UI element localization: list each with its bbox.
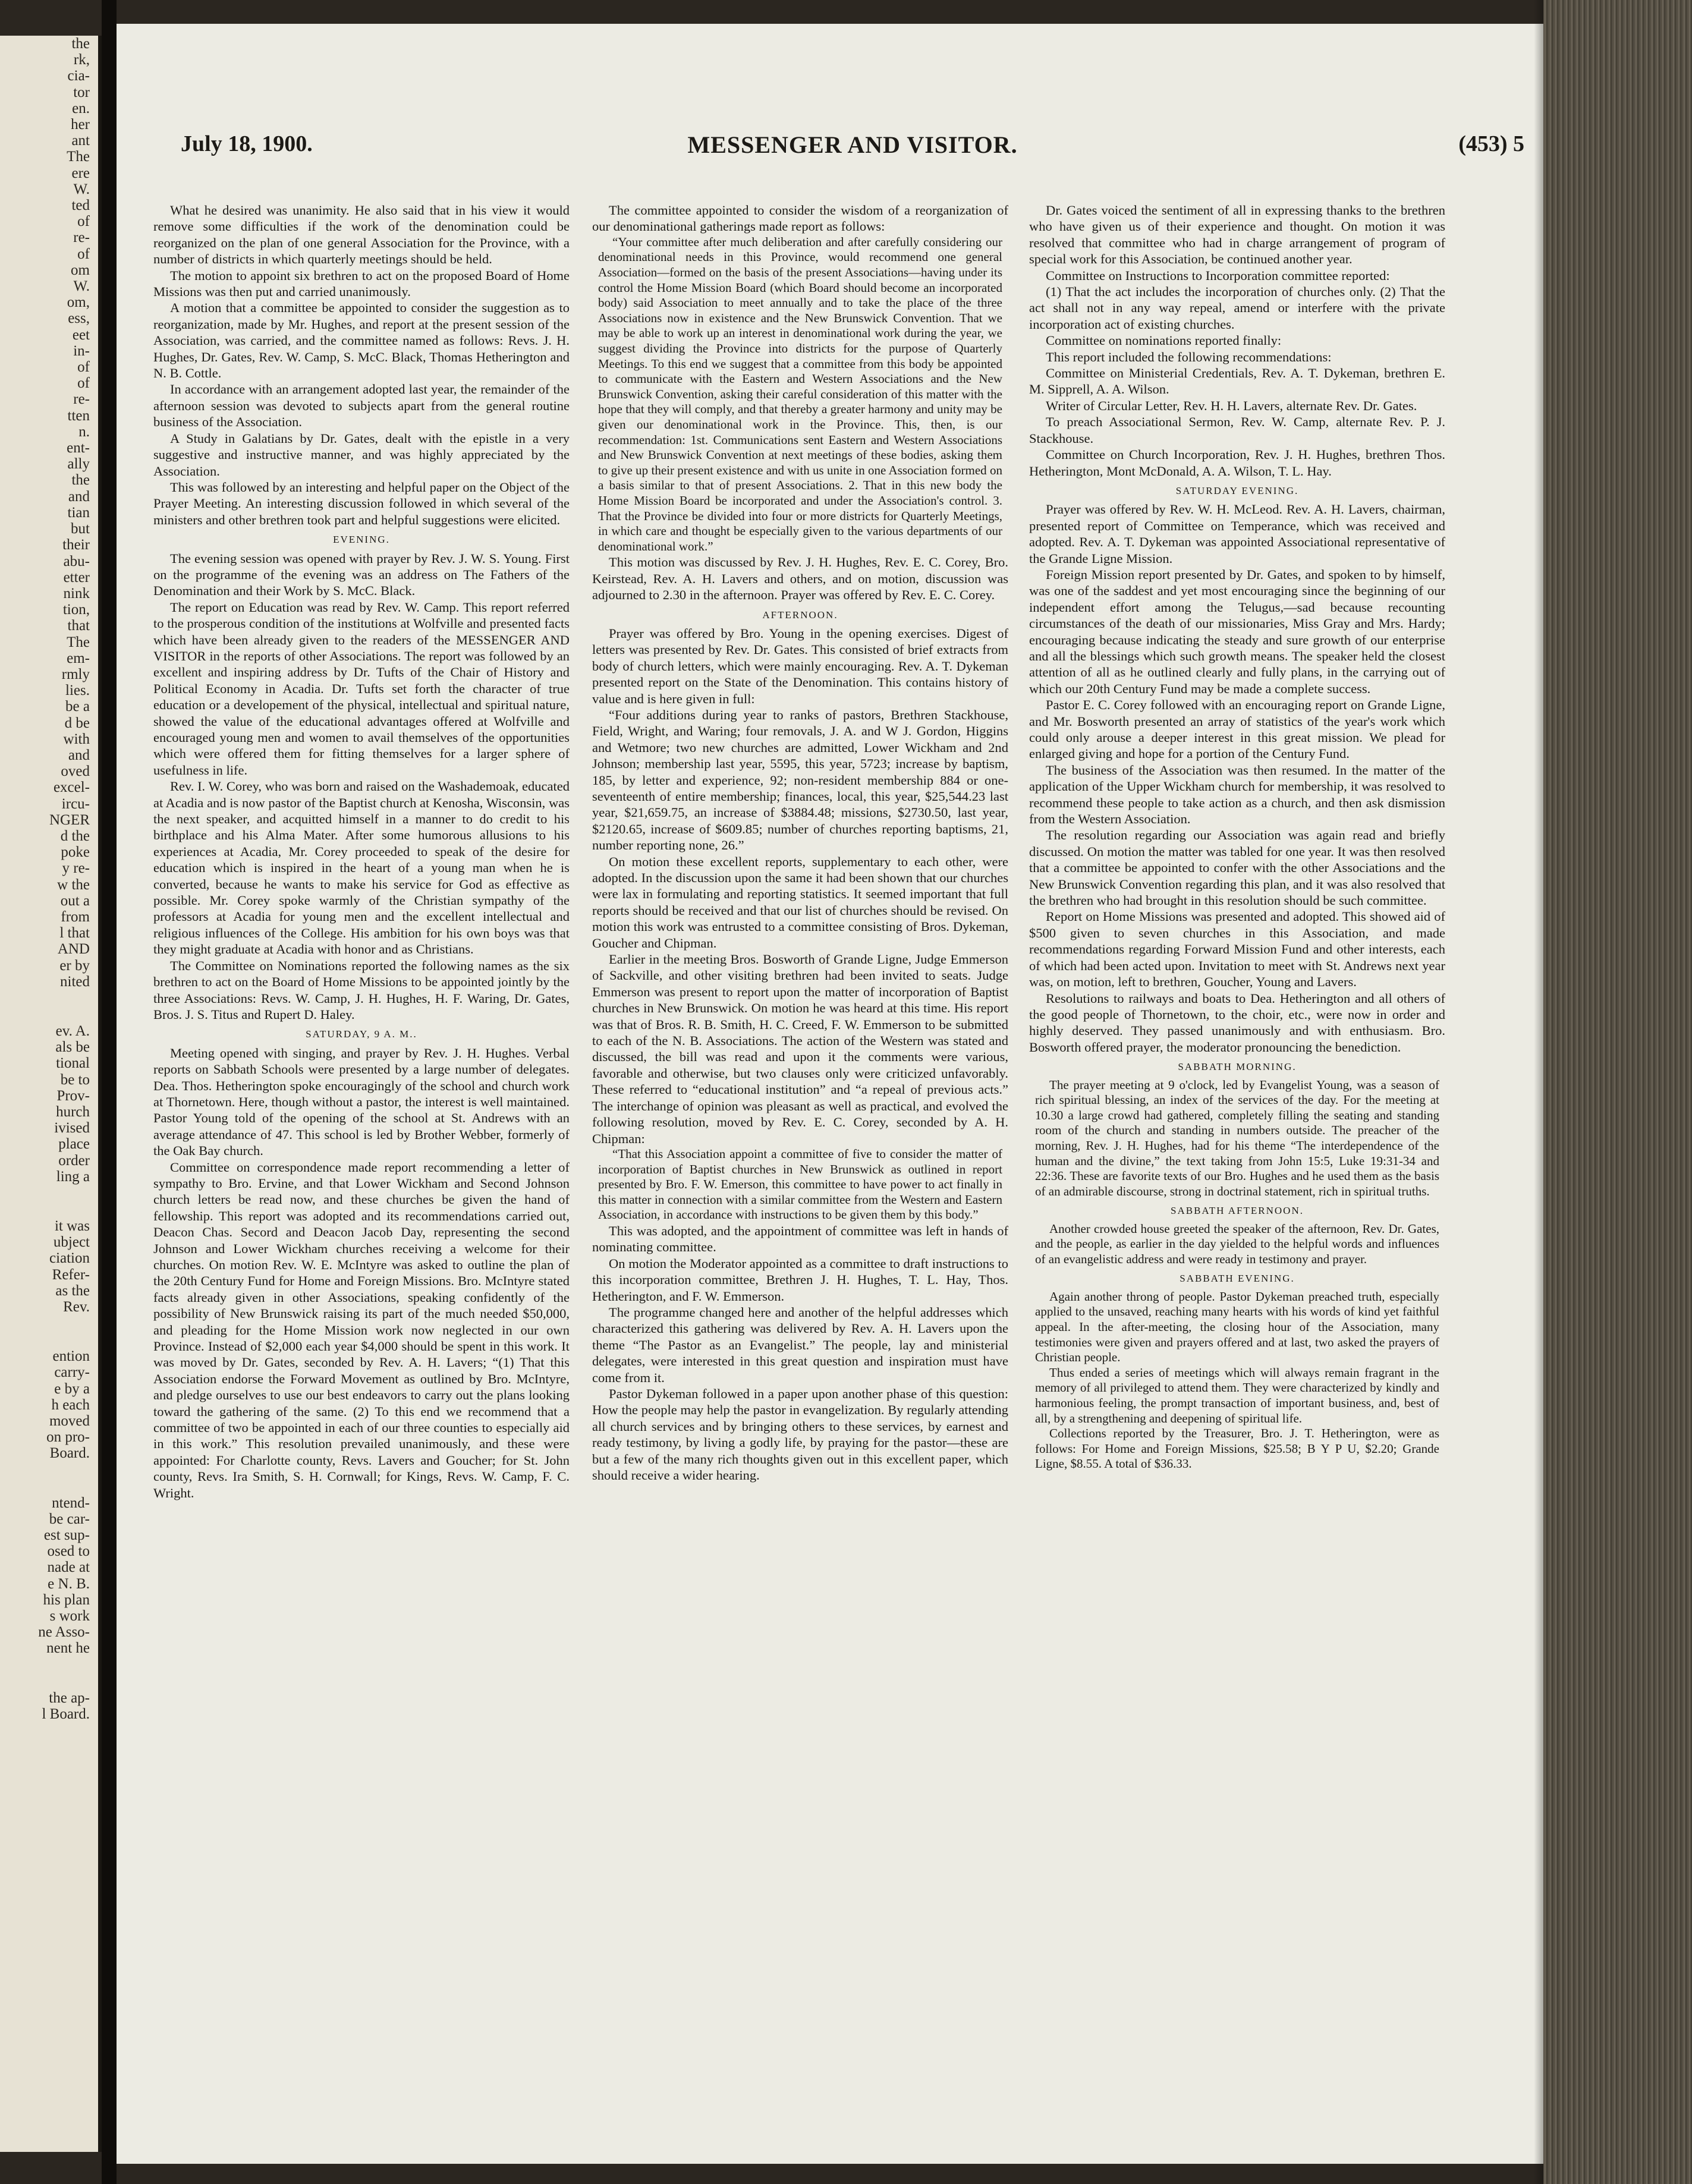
left-page-word-fragment: lies. — [65, 682, 90, 699]
left-page-word-fragment: tion, — [62, 602, 90, 618]
page-number: (453) 5 — [1458, 131, 1524, 156]
paragraph: Resolutions to railways and boats to Dea. Hetherington and all others of the good people of Thornetown, to the choir, etc., were now in order and highly deserved. They passed unanimously and with enthusiasm. Bro. Bosworth offered prayer, the moderator pronouncing the benediction. — [1029, 990, 1445, 1055]
left-page-word-fragment: and — [68, 488, 90, 505]
left-page-word-fragment — [0, 1201, 98, 1218]
left-page-word-fragment: nent he — [46, 1640, 90, 1657]
left-page-word-fragment: w the — [57, 876, 90, 893]
left-page-word-fragment: er by — [59, 957, 90, 974]
left-page-word-fragment: en. — [72, 100, 90, 117]
left-page-word-fragment — [0, 990, 98, 1006]
left-page-word-fragment: nink — [63, 585, 90, 602]
left-page-word-fragment: the ap- — [49, 1689, 90, 1706]
quoted-paragraph: “Your committee after much deliberation and after carefully considering our denominational needs in this Province, would recommend one general Association—formed on the basis of the present Associations—having under its control the Home Mission Board (which Board should become an incorporated body) said Association to meet annually and to take the place of the three Associations now in existence and the New Brunswick Convention. That we may be able to work up an interest in denominational work during the year, we suggest dividing the Province into districts for the purpose of Quarterly Meetings. To this end we suggest that a committee from this body be appointed to communicate with the Eastern and Western Associations and the New Brunswick Convention, asking their careful consideration of this matter with the hope that they will comply, and that thereby a greater harmony and unity may be given our denominational work in the Province. This, then, is our recommendation: 1st. Communications sent Eastern and Western Associations and New Brunswick Convention at next meetings of these bodies, asking them to give up their present existence and with us unite in one Association formed on a basis similar to that of present Associations. 2. That in this new body the Home Mission Board be incorporated and under the Association's control. 3. That the Province be divided into four or more districts for Quarterly Meetings, in which care and thought be especially given to the various departments of our denominational work.” — [598, 234, 1002, 553]
left-page-word-fragment: on pro- — [46, 1429, 90, 1446]
section-heading: SABBATH AFTERNOON. — [1171, 1205, 1304, 1217]
section-heading: AFTERNOON. — [762, 609, 838, 621]
left-page-word-fragment: osed to — [47, 1543, 90, 1560]
paragraph: What he desired was unanimity. He also said that in his view it would remove some difficulties if the work of the denomination could be reorganized on the plan of one general Association for the Province, with a number of districts in which quarterly meetings should be held. — [153, 203, 570, 267]
left-page-word-fragment: with — [63, 731, 90, 747]
left-page-word-fragment: as the — [55, 1282, 90, 1299]
left-page-word-fragment: Board. — [49, 1445, 90, 1462]
left-page-word-fragment — [0, 1462, 98, 1478]
paragraph: Committee on Instructions to Incorporation committee reported: — [1046, 268, 1390, 283]
left-page-word-fragment: y re- — [62, 860, 90, 877]
paragraph: Rev. I. W. Corey, who was born and raised on the Washademoak, educated at Acadia and is now pastor of the Baptist church at Kenosha, Wisconsin, was the next speaker, and acquitted himself in a manner to do credit to his birthplace and his Alma Mater. After some humorous allusions to his experiences at Acadia, Mr. Corey proceeded to speak of the desire for education which is inspired in the heart of a young man when he is converted, because he wants to make his service for God as effective as possible. Mr. Corey spoke warmly of the Christian sympathy of the professors at Acadia for young men and the excellent intellectual and religious influences of the College. His ambition for his own boys was that they might graduate at Acadia with honor and as Christians. — [153, 779, 570, 957]
paragraph: Report on Home Missions was presented and adopted. This showed aid of $500 given to seven churches in this Association, and made recommendations regarding Forward Mission Fund and other interests, each of which had been acted upon. Invitation to meet with St. Andrews next year was, on motion, left to brethren, Goucher, Young and Lavers. — [1029, 909, 1445, 990]
paragraph: Committee on Church Incorporation, Rev. J. H. Hughes, brethren Thos. Hetherington, Mont McDonald, A. A. Wilson, T. L. Hay. — [1029, 447, 1445, 479]
left-page-word-fragment: rmly — [61, 666, 90, 682]
paragraph: Committee on correspondence made report recommending a letter of sympathy to Bro. Ervine, and that Lower Wickham and Second Johnson church letters be read now, and these churches be given the hand of fellowship. This report was adopted and its recommendations carried out, Deacon Chas. Secord and Deacon Jacob Day, representing the second Johnson and Lower Wickham churches receiving a welcome for their churches. On motion Rev. W. E. McIntyre was asked to outline the plan of the 20th Century Fund for Home and Foreign Missions. Bro. McIntyre stated facts already given in other Associations, speaking confidently of the possibility of New Brunswick raising its part of the much needed $50,000, and pleading for the Home Mission work now neglected in our own Province. Instead of $2,000 each year $4,000 should be spent in this work. It was moved by Dr. Gates, seconded by Rev. A. H. Lavers; “(1) That this Association endorse the Forward Movement as outlined by Bro. McIntyre, and pledge ourselves to use our best endeavors to carry out the plans looking toward the gathering of the same. (2) To this end we recommend that a committee of two be appointed in each of our three counties to especially aid in this work.” This resolution prevailed unanimously, and these were appointed: For Charlotte county, Revs. Lavers and Goucher; for St. John county, Revs. Ira Smith, S. H. Cornwall; for Kings, Revs. W. Camp, F. C. Wright. — [153, 1159, 570, 1500]
paragraph: A Study in Galatians by Dr. Gates, dealt with the epistle in a very suggestive and instructive manner, and was highly appreciated by the Association. — [153, 430, 570, 479]
left-page-word-fragment: carry- — [54, 1364, 90, 1381]
left-page-word-fragment: als be — [55, 1039, 90, 1056]
left-page-word-fragment: be car- — [49, 1510, 90, 1527]
left-page-word-fragment: d the — [60, 827, 90, 844]
left-page-word-fragment: of — [77, 359, 90, 376]
left-page-word-fragment: that — [67, 618, 90, 634]
left-page-word-fragment: moved — [49, 1413, 90, 1430]
section-heading: SABBATH MORNING. — [1178, 1061, 1297, 1073]
left-page-word-fragment: NGER — [49, 811, 90, 828]
left-page-word-fragment: ircu- — [61, 795, 90, 812]
left-page-word-fragment: d be — [64, 715, 90, 731]
paragraph: In accordance with an arrangement adopted last year, the remainder of the afternoon session was devoted to subjects apart from the general routine business of the Association. — [153, 382, 570, 430]
paragraph: Prayer was offered by Bro. Young in the opening exercises. Digest of letters was presented by Rev. Dr. Gates. This consisted of brief extracts from body of church letters, which were mainly encouraging. Rev. A. T. Dykeman presented report on the State of the Denomination. This contains history of value and is here given in full: — [592, 625, 1008, 706]
left-page-word-fragment — [0, 1657, 98, 1673]
left-page-word-fragment: ne Asso- — [38, 1624, 90, 1641]
paragraph: The committee appointed to consider the wisdom of a reorganization of our denominational gatherings made report as follows: — [592, 203, 1008, 234]
left-page-word-fragment — [0, 1185, 98, 1201]
left-page-word-fragment: hurch — [56, 1104, 90, 1120]
left-page-word-fragment: ere — [71, 165, 90, 181]
column-3 — [1029, 202, 1445, 2146]
left-page-word-fragment: ev. A. — [55, 1022, 90, 1039]
left-page-word-fragment: poke — [61, 844, 90, 861]
left-page-word-fragment: nade at — [47, 1559, 90, 1576]
left-page-word-fragment — [0, 1673, 98, 1690]
left-page-word-fragment — [0, 1478, 98, 1495]
left-page-word-fragment: cia- — [67, 68, 90, 84]
left-page-word-fragment: nited — [60, 973, 90, 990]
paragraph: Writer of Circular Letter, Rev. H. H. Lavers, alternate Rev. Dr. Gates. — [1046, 398, 1417, 413]
quoted-paragraph: “That this Association appoint a committee of five to consider the matter of incorporation of Baptist churches in New Brunswick as outlined in report presented by Bro. F. W. Emerson, this committee to have power to act finally in this matter in connection with a similar committee from the Western and Eastern Association, in accordance with instructions to be given them by this body.” — [598, 1146, 1002, 1222]
left-page-word-fragment — [0, 1006, 98, 1023]
column-2 — [592, 202, 1008, 2146]
left-page-word-fragment: s work — [49, 1608, 90, 1625]
paragraph: A motion that a committee be appointed to consider the suggestion as to reorganization, made by Mr. Hughes, and report at the present session of the Association, was carried, and the committee named as follows: Revs. J. H. Hughes, Dr. Gates, Rev. W. Camp, S. McC. Black, Thomas Hetherington and N. B. Cottle. — [153, 300, 570, 381]
paragraph: The report on Education was read by Rev. W. Camp. This report referred to the prosperous condition of the institutions at Wolfville and presented facts which have been already given to the readers of the MESSENGER AND VISITOR in the reports of other Associations. The report was followed by an excellent and inspiring address by Dr. Tufts of the Chair of History and Political Economy in Acadia. Dr. Tufts set forth the character of true education or a developement of the physical, intellectual and spiritual nature, showed the value of the educational advantages offered at Wolfville and encouraged young men and women to avail themselves of the opportunities which were offered them for fitting themselves for a larger sphere of usefulness in life. — [153, 599, 570, 778]
left-page-word-fragment: the — [71, 36, 90, 52]
left-facing-page-fragment — [0, 36, 102, 2152]
left-page-word-fragment: h each — [51, 1396, 90, 1413]
column-1 — [153, 202, 570, 2146]
book-page-edges — [1543, 0, 1692, 2184]
paragraph: Earlier in the meeting Bros. Bosworth of Grande Ligne, Judge Emmerson of Sackville, and other visiting brethren had been invited to seats. Judge Emmerson was present to report upon the matter of incorporation of Baptist churches in New Brunswick. On motion he was heard at this time. His report was that of Bros. R. B. Smith, H. C. Creed, F. W. Emmerson to be submitted to each of the N. B. Associations. The action of the Western was stated and discussed, the bill was read and upon it the comments were various, favorable and otherwise, but two clauses only were criticized unfavorably. These referred to “educational institution” and “a repeal of previous acts.” The interchange of opinion was pleasant as well as practical, and evolved the following resolution, moved by Rev. E. C. Corey, seconded by A. H. Chipman: — [592, 952, 1008, 1146]
left-page-word-fragment: l that — [59, 925, 90, 942]
left-page-word-fragment: AND — [57, 941, 90, 958]
left-page-word-fragment: of — [77, 246, 90, 262]
quoted-paragraph: Another crowded house greeted the speaker of the afternoon, Rev. Dr. Gates, and the people, as earlier in the day yielded to the helpful words and influences of an evangelistic address and were ready in testimony and prayer. — [1035, 1221, 1439, 1266]
left-page-word-fragment: be a — [65, 698, 90, 715]
left-page-word-fragment: of — [77, 375, 90, 392]
left-page-word-fragment: of — [77, 213, 90, 230]
left-page-word-fragment: n. — [78, 423, 90, 440]
paragraph: The resolution regarding our Association was again read and briefly discussed. On motion the matter was tabled for one year. It was then resolved that a committee be appointed to confer with the other Associations and the New Brunswick Convention regarding this plan, and it was also resolved that the brethren who had brought in this resolution should be such committee. — [1029, 827, 1445, 908]
left-page-word-fragment: tten — [67, 407, 90, 424]
left-page-word-fragment: ent- — [67, 440, 90, 457]
left-page-word-fragment: W. — [73, 278, 90, 295]
left-page-word-fragment: The — [67, 149, 90, 165]
paragraph: On motion the Moderator appointed as a committee to draft instructions to this incorporation committee, Brethren J. H. Hughes, T. L. Hay, Thos. Hetherington, and F. W. Emmerson. — [592, 1255, 1008, 1304]
paragraph: (1) That the act includes the incorporation of churches only. (2) That the act shall not in any way repeal, amend or interfere with the private incorporation act of existing churches. — [1029, 284, 1445, 332]
paragraph: Pastor Dykeman followed in a paper upon another phase of this question: How the people may help the pastor in evangelization. By regularly attending all church services and by bringing others to these services, by earnest and ready testimony, by living a godly life, by praying for the pastor—these are but a few of the many rich thoughts given out in this excellent paper, which should receive a wider hearing. — [592, 1386, 1008, 1483]
left-page-word-fragment: re- — [73, 229, 90, 246]
left-page-word-fragment: it was — [54, 1218, 90, 1235]
paragraph: Prayer was offered by Rev. W. H. McLeod. Rev. A. H. Lavers, chairman, presented report of Committee on Temperance, which was received and adopted. Rev. A. T. Dykeman was appointed Associational representative of the Grande Ligne Mission. — [1029, 502, 1445, 566]
left-page-word-fragment: ubject — [53, 1234, 90, 1251]
left-page-word-fragment: ention — [52, 1348, 90, 1365]
left-page-word-fragment: em- — [67, 650, 90, 666]
quoted-paragraph: The prayer meeting at 9 o'clock, led by Evangelist Young, was a season of rich spiritual blessing, an index of the services of the day. For the meeting at 10.30 a large crowd had gathered, completely filling the seating and standing room of the church and standing in numbers outside. The preacher of the morning, Rev. J. H. Hughes, had for his theme “The interdependence of the human and the divine,” the text taking from John 15:5, Luke 19:31-34 and 22:36. These are favorite texts of our Bro. Hughes and he used them as the basis of an admirable discourse, strong in doctrinal statement, rich in spiritual truths. — [1035, 1077, 1439, 1198]
left-page-word-fragment: but — [71, 521, 90, 537]
paragraph: This was adopted, and the appointment of committee was left in hands of nominating committee. — [592, 1223, 1008, 1255]
left-page-word-fragment: l Board. — [42, 1705, 90, 1722]
paragraph: This was followed by an interesting and helpful paper on the Object of the Prayer Meeting. An interesting discussion followed in which several of the ministers and other brethren took part and helpful suggestions were elicited. — [153, 479, 570, 527]
left-page-word-fragment: the — [71, 472, 90, 489]
paragraph: The motion to appoint six brethren to act on the proposed Board of Home Missions was then put and carried unanimously. — [153, 268, 570, 300]
left-page-word-fragment: her — [71, 117, 90, 133]
left-page-word-fragment: ant — [71, 133, 90, 149]
left-page-word-fragment — [0, 1332, 98, 1348]
left-page-word-fragment: ivised — [54, 1120, 90, 1137]
paragraph: “Four additions during year to ranks of pastors, Brethren Stackhouse, Field, Wright, and Waring; four removals, J. A. and W J. Gordon, Higgins and Wetmore; two new churches are admitted, Lower Wickham and 2nd Johnson; membership last year, 5595, this year, 5723; increase by baptism, 185, by letter and experience, 92; non-resident membership 884 or one-seventeenth of entire membership; finances, local, this year, $25,544.23 last year, $21,659.75, an increase of $3884.48; missions, $2730.50, last year, $2120.65, increase of $609.85; number of churches reporting baptisms, 21, number reporting none, 26.” — [592, 707, 1008, 853]
left-page-word-fragment: rk, — [73, 52, 90, 68]
left-page-word-fragment: his plan — [43, 1591, 90, 1608]
left-page-word-fragment: Rev. — [63, 1299, 90, 1316]
left-page-word-fragment: ally — [67, 456, 90, 473]
left-page-word-fragment: ntend- — [52, 1494, 90, 1511]
left-page-word-fragment: The — [67, 634, 90, 650]
paragraph: Meeting opened with singing, and prayer by Rev. J. H. Hughes. Verbal reports on Sabbath Schools were presented by a large number of delegates. Dea. Thos. Hetherington spoke encouragingly of the school and church work at Thornetown. Here, though without a pastor, the interest is well maintained. Pastor Young told of the opening of the school at St. Andrews with an average attendance of 47. This school is led by Brother Webber, formerly of the Oak Bay church. — [153, 1045, 570, 1159]
left-page-word-fragment: out a — [60, 892, 90, 909]
left-page-word-fragment: in- — [73, 342, 90, 359]
left-page-word-fragment: place — [58, 1136, 90, 1153]
paragraph: This report included the following recommendations: — [1046, 349, 1332, 364]
newspaper-title: MESSENGER AND VISITOR. — [687, 131, 1018, 158]
section-heading: EVENING. — [333, 534, 390, 546]
paragraph: To preach Associational Sermon, Rev. W. Camp, alternate Rev. P. J. Stackhouse. — [1029, 414, 1445, 446]
paragraph: This motion was discussed by Rev. J. H. Hughes, Rev. E. C. Corey, Bro. Keirstead, Rev. A. H. Lavers and others, and on motion, discussion was adjourned to 2.30 in the afternoon. Prayer was offered by Rev. E. C. Corey. — [592, 555, 1008, 603]
section-heading: SATURDAY EVENING. — [1175, 484, 1299, 496]
quoted-paragraph: Again another throng of people. Pastor Dykeman preached truth, especially applied to the unsaved, reaching many hearts with his words of kind yet faithful appeal. In the after-meeting, the closing hour of the Association, many testimonies were given and prayers offered and at last, two asked the prayers of Christian people. — [1035, 1289, 1439, 1365]
left-page-word-fragment: re- — [73, 391, 90, 408]
left-page-word-fragment: e by a — [54, 1380, 90, 1397]
left-page-word-fragment: be to — [60, 1071, 90, 1088]
section-heading: SATURDAY, 9 A. M.. — [306, 1028, 417, 1040]
left-page-word-fragment: e N. B. — [48, 1575, 90, 1592]
paragraph: On motion these excellent reports, supplementary to each other, were adopted. In the discussion upon the same it had been shown that our churches were lax in formulating and reporting statistics. It seemed important that full reports should be received and that our list of churches should be revised. On motion this work was entrusted to a committee consisting of Bros. Dykeman, Goucher and Chipman. — [592, 854, 1008, 951]
quoted-paragraph: Thus ended a series of meetings which will always remain fragrant in the memory of all privileged to attend them. They were characterized by kindly and harmonious feeling, the prompt transaction of important business, and, best of all, by a strengthening and deepening of spiritual life. — [1035, 1365, 1439, 1425]
left-page-word-fragment: excel- — [53, 779, 90, 796]
paragraph: The Committee on Nominations reported the following names as the six brethren to act on the Board of Home Missions to be appointed jointly by the three Associations: Revs. W. Camp, J. H. Hughes, H. F. Waring, Dr. Gates, Bros. J. S. Titus and Rupert D. Haley. — [153, 958, 570, 1022]
left-page-word-fragment: Refer- — [52, 1266, 90, 1283]
left-page-word-fragment: tional — [56, 1055, 90, 1072]
left-page-word-fragment: tian — [67, 504, 90, 521]
left-page-word-fragment: etter — [63, 569, 90, 586]
left-page-word-fragment: ted — [71, 197, 90, 214]
left-page-word-fragment: W. — [73, 181, 90, 197]
issue-date: July 18, 1900. — [181, 131, 313, 156]
left-page-word-fragment: oved — [61, 763, 90, 780]
left-page-word-fragment: their — [62, 537, 90, 553]
left-page-word-fragment: order — [58, 1152, 90, 1169]
quoted-paragraph: Collections reported by the Treasurer, Bro. J. T. Hetherington, were as follows: For Home and Foreign Missions, $25.58; B Y P U, $2.20; Grande Ligne, $8.55. A total of $36.33. — [1035, 1426, 1439, 1471]
section-heading: SABBATH EVENING. — [1180, 1273, 1295, 1285]
masthead — [181, 131, 1524, 172]
left-page-word-fragment: est sup- — [43, 1527, 90, 1544]
book-gutter — [102, 0, 117, 2184]
left-page-word-fragment: Prov- — [56, 1087, 90, 1104]
paragraph: The evening session was opened with prayer by Rev. J. W. S. Young. First on the programme of the evening was an address on The Fathers of the Denomination and their Work by S. McC. Black. — [153, 550, 570, 599]
left-page-word-fragment: ciation — [49, 1250, 90, 1267]
paragraph: Pastor E. C. Corey followed with an encouraging report on Grande Ligne, and Mr. Bosworth presented an array of statistics of the year's work which could only arouse a deeper interest in this great mission. We plead for enlarged giving and hope for a portion of the Century Fund. — [1029, 697, 1445, 761]
left-page-word-fragment: om — [71, 262, 90, 278]
left-page-word-fragment: abu- — [63, 553, 90, 569]
paragraph: Dr. Gates voiced the sentiment of all in expressing thanks to the brethren who have given us of their experience and thought. On motion it was resolved that committee who had in charge arrangement of program of special work for this Association, be continued another year. — [1029, 203, 1445, 267]
left-page-word-fragment: eet — [72, 326, 90, 343]
newspaper-sheet — [117, 24, 1543, 2164]
left-page-word-fragment: tor — [73, 84, 90, 100]
paragraph: Committee on nominations reported finally: — [1046, 333, 1282, 348]
left-page-word-fragment: from — [61, 908, 90, 925]
paragraph: The programme changed here and another of the helpful addresses which characterized this gathering was delivered by Rev. A. H. Lavers upon the theme “The Pastor as an Evangelist.” The people, lay and ministerial delegates, were interested in this great question and inspiration must have come from it. — [592, 1304, 1008, 1385]
paragraph: Committee on Ministerial Credentials, Rev. A. T. Dykeman, brethren E. M. Sipprell, A. A. Wilson. — [1029, 366, 1445, 397]
paragraph: Foreign Mission report presented by Dr. Gates, and spoken to by himself, was one of the saddest and yet most encouraging since the beginning of our independent effort among the Telugus,—sad because recounting circumstances of the death of our missionaries, Miss Gray and Mrs. Hardy; encouraging because indicating the steady and sure growth of our enterprise and all the blessings which such growth means. The speaker held the closest attention of all as he outlined clearly and fully plans, in the carrying out of which our 20th Century Fund may be made a complete success. — [1029, 567, 1445, 696]
paragraph: The business of the Association was then resumed. In the matter of the application of the Upper Wickham church for membership, it was resolved to recommend these people to take action as a church, and then ask dismission from the Western Association. — [1029, 762, 1445, 827]
left-page-word-fragment: and — [68, 747, 90, 763]
left-page-word-fragment — [0, 1315, 98, 1332]
left-page-word-fragment: ling a — [56, 1168, 90, 1185]
left-page-word-fragment: om, — [67, 294, 90, 311]
left-page-word-fragment: ess, — [68, 310, 90, 327]
